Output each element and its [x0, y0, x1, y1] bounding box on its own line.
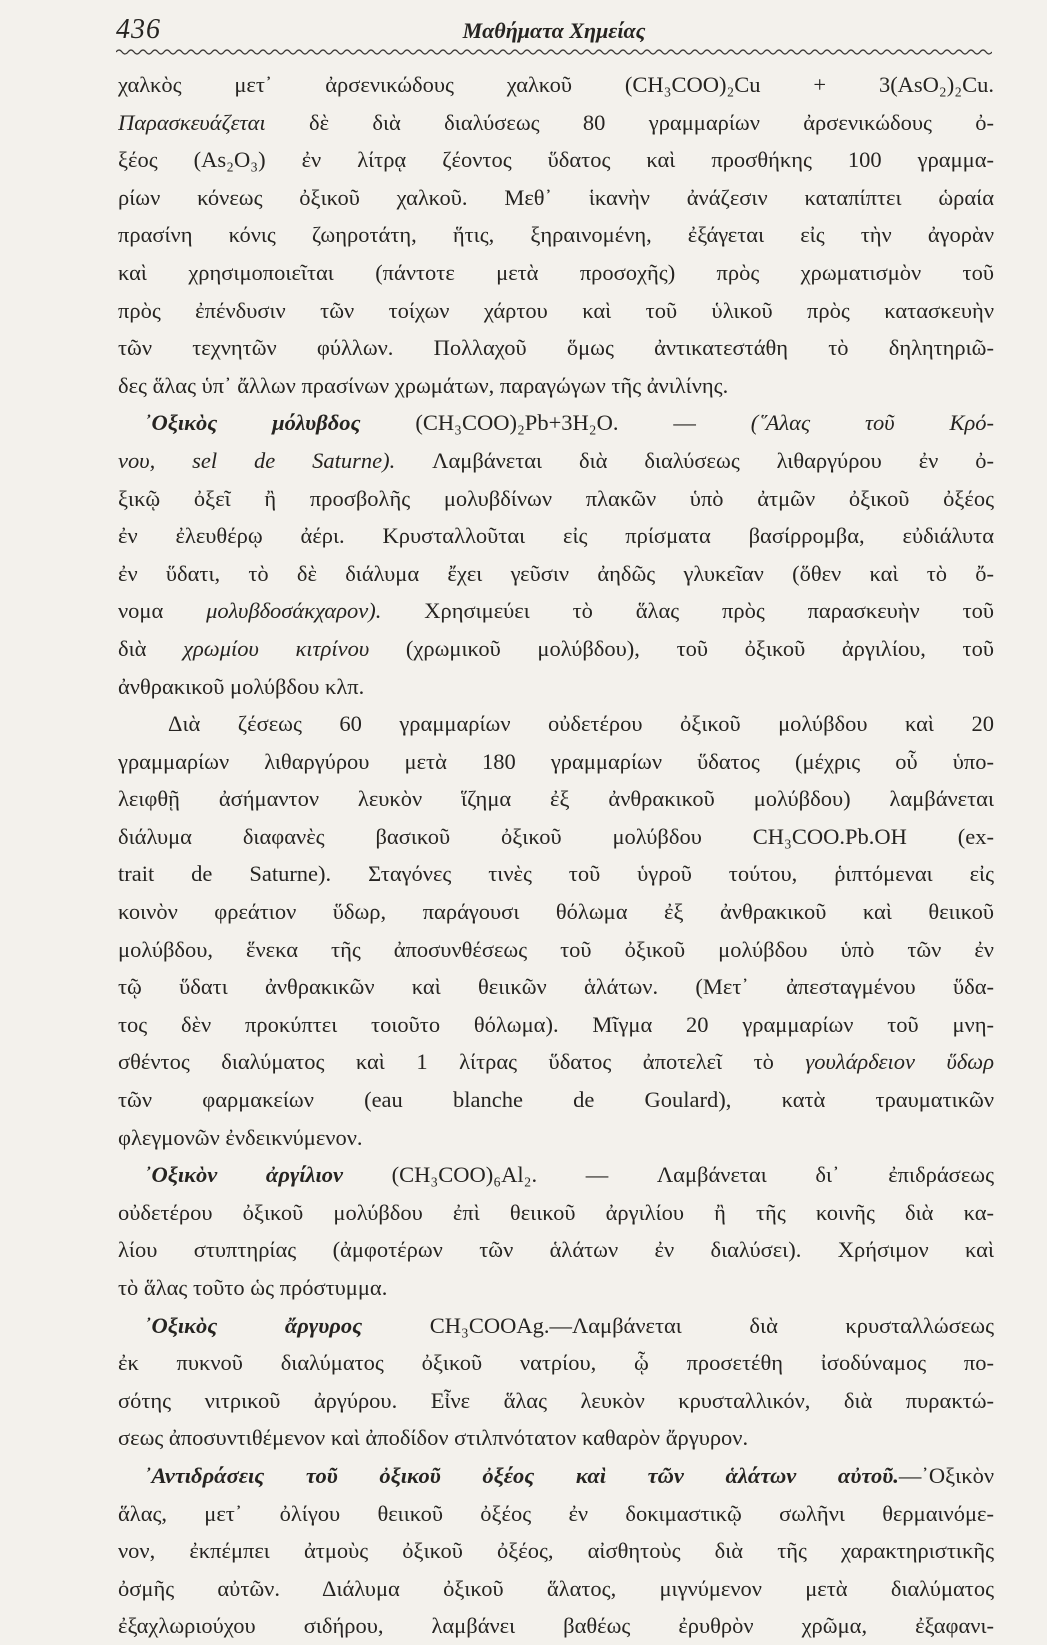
text-segment: λίου στυπτηρίας (ἀμφοτέρων τῶν ἁλάτων ἐν διαλύσει). Χρήσιμον καὶ — [118, 1237, 994, 1263]
emphasis-text: γουλάρδειον ὕδωρ — [805, 1049, 994, 1075]
text-segment: Λαμβάνεται διὰ διαλύσεως λιθαργύρου ἐν ὀ- — [395, 447, 994, 473]
text-line — [118, 517, 994, 555]
text-line — [118, 1269, 994, 1307]
text-segment: ξέος (As₂O₃) ἐν λίτρᾳ ζέοντος ὕδατος καὶ προσθήκης 100 γραμμα- — [118, 147, 994, 173]
text-segment: σεως ἀποσυντιθέμενον καὶ ἀποδίδον στιλπνότατον καθαρὸν ἄργυρον. — [118, 1425, 749, 1451]
text-segment: ἐκ πυκνοῦ διαλύματος ὀξικοῦ νατρίου, ᾧ προσετέθη ἰσοδύναμος πο- — [118, 1350, 994, 1376]
text-segment: (CH₃COO)₆Al₂. — Λαμβάνεται δι᾽ ἐπιδράσεως — [343, 1162, 994, 1188]
text-line — [118, 1419, 994, 1457]
text-line — [118, 104, 994, 142]
text-line — [118, 179, 994, 217]
text-line — [118, 1006, 994, 1044]
text-segment: γραμμαρίων λιθαργύρου μετὰ 180 γραμμαρίων ὕδατος (μέχρις οὗ ὑπο- — [118, 748, 994, 774]
text-segment: νομα — [118, 598, 207, 624]
page-header — [116, 12, 992, 52]
text-line — [118, 1081, 994, 1119]
text-segment: Χρησιμεύει τὸ ἅλας πρὸς παρασκευὴν τοῦ — [381, 598, 994, 624]
text-segment: δες ἅλας ὑπ᾽ ἄλλων πρασίνων χρωμάτων, παραγώγων τῆς ἀνιλίνης. — [118, 372, 729, 398]
page-number: 436 — [116, 14, 161, 45]
emphasis-text: μολυβδοσάκχαρον). — [206, 598, 382, 624]
text-segment: πρασίνη κόνις ζωηροτάτη, ἥτις, ξηραινομένη, ἐξάγεται εἰς τὴν ἀγορὰν — [118, 222, 994, 248]
text-segment: σθέντος διαλύματος καὶ 1 λίτρας ὕδατος ἀποτελεῖ τὸ — [118, 1049, 806, 1075]
text-line — [118, 1307, 994, 1345]
text-segment: ἅλας, μετ᾽ ὀλίγου θειικοῦ ὀξέος ἐν δοκιμαστικῷ σωλῆνι θερμαινόμε- — [118, 1500, 994, 1526]
text-line — [118, 329, 994, 367]
text-line — [118, 254, 994, 292]
text-line — [118, 404, 994, 442]
header-wavy-rule — [116, 48, 992, 56]
text-line — [118, 1495, 994, 1533]
text-segment: ρίων κόνεως ὀξικοῦ χαλκοῦ. Μεθ᾽ ἱκανὴν ἀνάζεσιν καταπίπτει ὡραία — [118, 184, 994, 210]
text-segment: χαλκὸς μετ᾽ ἀρσενικώδους χαλκοῦ (CH₃COO)₂Cu + 3(AsO₂)₂Cu. — [118, 72, 994, 97]
text-line — [118, 1231, 994, 1269]
running-head: Μαθήματα Χημείας — [462, 18, 646, 43]
text-line — [118, 1119, 994, 1157]
body-text — [118, 66, 994, 1645]
text-segment: ἐν ὕδατι, τὸ δὲ διάλυμα ἔχει γεῦσιν ἀηδῶς γλυκεῖαν (ὅθεν καὶ τὸ ὄ- — [118, 560, 994, 586]
text-line — [118, 1570, 994, 1608]
text-line — [118, 66, 994, 104]
emphasis-text: ᾿Αντιδράσεις τοῦ ὀξικοῦ ὀξέος καὶ τῶν ἁλάτων αὐτοῦ. — [144, 1462, 899, 1488]
text-line — [118, 1156, 994, 1194]
text-line — [118, 818, 994, 856]
text-line — [118, 1532, 994, 1570]
text-segment: (χρωμικοῦ μολύβδου), τοῦ ὀξικοῦ ἀργιλίου, τοῦ — [369, 635, 994, 661]
emphasis-text: ᾿Οξικὸς μόλυβδος — [144, 410, 361, 436]
text-segment: ξικῷ ὀξεῖ ἢ προσβολῆς μολυβδίνων πλακῶν ὑπὸ ἀτμῶν ὀξικοῦ ὀξέος — [118, 485, 994, 511]
text-line — [118, 1607, 994, 1645]
text-line — [118, 743, 994, 781]
text-line — [118, 893, 994, 931]
text-line — [118, 141, 994, 179]
emphasis-text: ᾿Οξικὸς ἄργυρος — [144, 1312, 363, 1338]
text-segment: οὐδετέρου ὀξικοῦ μολύβδου ἐπὶ θειικοῦ ἀργιλίου ἢ τῆς κοινῆς διὰ κα- — [118, 1199, 994, 1225]
text-line — [118, 780, 994, 818]
text-line — [118, 555, 994, 593]
text-segment: CH₃COOAg.—Λαμβάνεται διὰ κρυσταλλώσεως — [362, 1312, 994, 1338]
text-line — [118, 1194, 994, 1232]
text-line — [118, 1457, 994, 1495]
text-segment: ἀνθρακικοῦ μολύβδου κλπ. — [118, 673, 365, 699]
text-segment: νον, ἐκπέμπει ἀτμοὺς ὀξικοῦ ὀξέος, αἰσθητοὺς διὰ τῆς χαρακτηριστικῆς — [118, 1538, 994, 1564]
text-segment: τῶν φαρμακείων (eau blanche de Goulard), κατὰ τραυματικῶν — [118, 1087, 994, 1113]
text-segment: τος δὲν προκύπτει τοιοῦτο θόλωμα). Μῖγμα 20 γραμμαρίων τοῦ μνη- — [118, 1011, 994, 1037]
text-segment: δὲ διὰ διαλύσεως 80 γραμμαρίων ἀρσενικώδους ὀ- — [265, 109, 994, 135]
text-segment: λειφθῇ ἀσήμαντον λευκὸν ἵζημα ἐξ ἀνθρακικοῦ μολύβδου) λαμβάνεται — [118, 786, 994, 812]
emphasis-text: νου, sel de Saturne). — [118, 447, 396, 473]
text-segment: trait de Saturne). Σταγόνες τινὲς τοῦ ὑγροῦ τούτου, ῥιπτόμεναι εἰς — [118, 861, 994, 887]
text-line — [118, 442, 994, 480]
text-segment: τῷ ὕδατι ἀνθρακικῶν καὶ θειικῶν ἁλάτων. (Μετ᾽ ἀπεσταγμένου ὕδα- — [118, 974, 994, 1000]
emphasis-text: ᾿Οξικὸν ἀργίλιον — [144, 1162, 344, 1188]
text-line — [118, 855, 994, 893]
text-line — [118, 480, 994, 518]
text-segment: φλεγμονῶν ἐνδεικνύμενον. — [118, 1124, 363, 1150]
text-line — [118, 968, 994, 1006]
text-segment: καὶ χρησιμοποιεῖται (πάντοτε μετὰ προσοχῆς) πρὸς χρωματισμὸν τοῦ — [118, 259, 994, 285]
text-line — [118, 1043, 994, 1081]
text-segment: ἐξαχλωριούχου σιδήρου, λαμβάνει βαθέως ἐρυθρὸν χρῶμα, ἐξαφανι- — [118, 1613, 994, 1639]
text-segment: (CH₃COO)₂Pb+3H₂O. — — [360, 410, 751, 436]
text-line — [118, 216, 994, 254]
text-segment: διὰ — [118, 635, 184, 661]
text-line — [118, 592, 994, 630]
text-segment: μολύβδου, ἕνεκα τῆς ἀποσυνθέσεως τοῦ ὀξικοῦ μολύβδου ὑπὸ τῶν ἐν — [118, 936, 994, 962]
text-segment: —᾿Οξικὸν — [898, 1462, 994, 1488]
text-segment: κοινὸν φρεάτιον ὕδωρ, παράγουσι θόλωμα ἐξ ἀνθρακικοῦ καὶ θειικοῦ — [118, 899, 994, 925]
text-line — [118, 1382, 994, 1420]
emphasis-text: χρωμίου κιτρίνου — [183, 635, 370, 661]
text-segment: ὀσμῆς αὐτῶν. Διάλυμα ὀξικοῦ ἅλατος, μιγνύμενον μετὰ διαλύματος — [118, 1575, 994, 1601]
text-line — [118, 1344, 994, 1382]
text-segment: πρὸς ἐπένδυσιν τῶν τοίχων χάρτου καὶ τοῦ ὑλικοῦ πρὸς κατασκευὴν — [118, 297, 994, 323]
text-segment: σότης νιτρικοῦ ἀργύρου. Εἶνε ἅλας λευκὸν κρυσταλλικόν, διὰ πυρακτώ- — [118, 1387, 994, 1413]
text-segment: διάλυμα διαφανὲς βασικοῦ ὀξικοῦ μολύβδου CH₃COO.Pb.OH (ex- — [118, 823, 994, 849]
text-segment: Διὰ ζέσεως 60 γραμμαρίων οὐδετέρου ὀξικοῦ μολύβδου καὶ 20 — [168, 711, 994, 737]
text-line — [118, 705, 994, 743]
text-line — [118, 630, 994, 668]
emphasis-text: (῞Αλας τοῦ Κρό- — [750, 410, 994, 436]
text-line — [118, 367, 994, 405]
text-segment: τὸ ἅλας τοῦτο ὡς πρόστυμμα. — [118, 1275, 388, 1300]
text-line — [118, 292, 994, 330]
text-line — [118, 931, 994, 969]
emphasis-text: Παρασκευάζεται — [118, 109, 266, 135]
text-segment: τῶν τεχνητῶν φύλλων. Πολλαχοῦ ὅμως ἀντικατεστάθη τὸ δηλητηριῶ- — [118, 335, 994, 361]
text-line — [118, 668, 994, 706]
text-segment: ἐν ἐλευθέρῳ ἀέρι. Κρυσταλλοῦται εἰς πρίσματα βασίρρομβα, εὐδιάλυτα — [118, 523, 994, 549]
